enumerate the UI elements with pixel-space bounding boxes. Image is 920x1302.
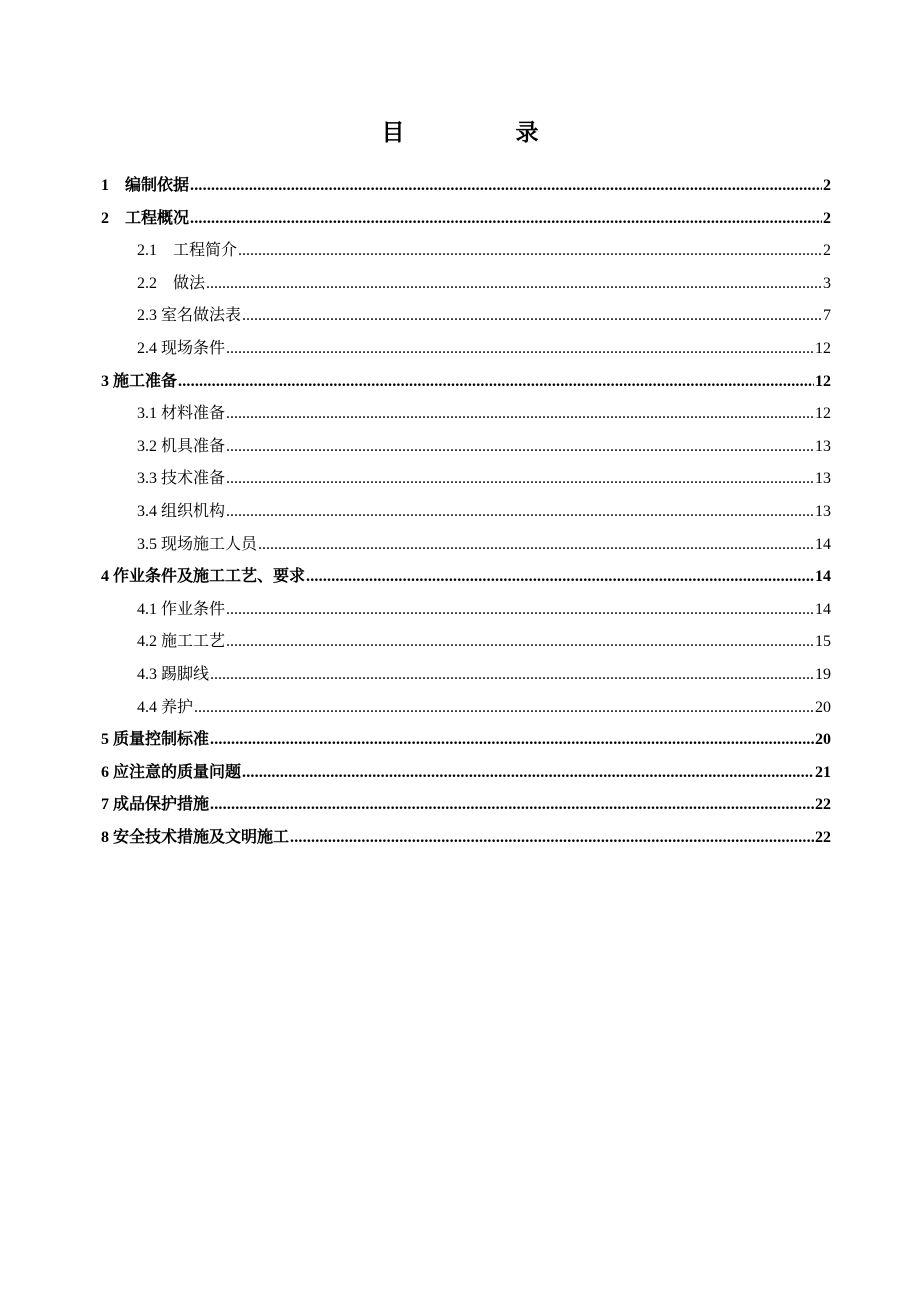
toc-dot-leader <box>226 594 814 627</box>
toc-entry-page-number: 14 <box>815 568 831 586</box>
toc-dot-leader <box>290 822 814 855</box>
toc-entry-page-number: 14 <box>815 535 831 553</box>
toc-entry-page-number: 21 <box>815 763 831 781</box>
toc-dot-leader <box>226 333 814 366</box>
toc-entry-page-number: 13 <box>815 470 831 488</box>
toc-dot-leader <box>226 398 814 431</box>
toc-entry-label: 2.4 现场条件 <box>137 339 226 357</box>
toc-dot-leader <box>226 463 814 496</box>
toc-entry-section[interactable] <box>101 594 831 627</box>
toc-entry-label: 1 编制依据 <box>101 177 190 194</box>
toc-dot-leader <box>190 203 822 236</box>
toc-entry-page-number: 15 <box>815 633 831 651</box>
toc-entry-label: 7 成品保护措施 <box>101 796 210 814</box>
toc-dot-leader <box>178 366 814 399</box>
toc-entry-section[interactable] <box>101 463 831 496</box>
toc-entry-section[interactable] <box>101 692 831 725</box>
toc-entry-page-number: 19 <box>815 665 831 683</box>
toc-entry-page-number: 12 <box>815 339 831 357</box>
toc-entry-label: 2.1 工程简介 <box>137 242 238 260</box>
toc-entry-page-number: 2 <box>823 209 831 227</box>
toc-entry-section[interactable] <box>101 496 831 529</box>
toc-entry-label: 4.3 踢脚线 <box>137 665 210 683</box>
toc-entry-page-number: 22 <box>815 828 831 846</box>
toc-entry-chapter[interactable] <box>101 789 831 822</box>
toc-dot-leader <box>258 529 814 562</box>
toc-dot-leader <box>242 757 814 790</box>
toc-entry-label: 2.3 室名做法表 <box>137 307 242 325</box>
toc-dot-leader <box>306 561 814 594</box>
toc-dot-leader <box>190 170 822 203</box>
toc-entry-section[interactable] <box>101 529 831 562</box>
toc-entry-page-number: 7 <box>823 307 831 325</box>
toc-entry-page-number: 20 <box>815 731 831 749</box>
toc-entry-label: 3.4 组织机构 <box>137 502 226 520</box>
toc-entry-page-number: 13 <box>815 502 831 520</box>
toc-entry-label: 3.1 材料准备 <box>137 405 226 423</box>
toc-entry-chapter[interactable] <box>101 822 831 855</box>
toc-entry-label: 3.5 现场施工人员 <box>137 535 258 553</box>
toc-entry-section[interactable] <box>101 333 831 366</box>
toc-entry-page-number: 3 <box>823 274 831 292</box>
toc-dot-leader <box>206 268 822 301</box>
toc-entry-chapter[interactable] <box>101 724 831 757</box>
toc-entry-page-number: 14 <box>815 600 831 618</box>
toc-entry-label: 2.2 做法 <box>137 274 206 292</box>
toc-entry-page-number: 12 <box>815 372 831 390</box>
toc-entry-section[interactable] <box>101 431 831 464</box>
toc-entry-label: 2 工程概况 <box>101 209 190 227</box>
toc-entry-page-number: 22 <box>815 796 831 814</box>
table-of-contents <box>101 170 831 854</box>
toc-entry-chapter[interactable] <box>101 203 831 236</box>
toc-entry-label: 4.4 养护 <box>137 698 194 716</box>
toc-entry-label: 6 应注意的质量问题 <box>101 763 242 781</box>
toc-entry-page-number: 20 <box>815 698 831 716</box>
toc-dot-leader <box>238 235 822 268</box>
toc-entry-label: 4 作业条件及施工工艺、要求 <box>101 568 306 586</box>
toc-entry-chapter[interactable] <box>101 757 831 790</box>
toc-entry-section[interactable] <box>101 235 831 268</box>
toc-entry-label: 3.3 技术准备 <box>137 470 226 488</box>
toc-dot-leader <box>226 431 814 464</box>
toc-entry-label: 4.2 施工工艺 <box>137 633 226 651</box>
toc-dot-leader <box>210 789 814 822</box>
toc-dot-leader <box>242 300 822 333</box>
toc-dot-leader <box>226 496 814 529</box>
toc-entry-section[interactable] <box>101 300 831 333</box>
toc-dot-leader <box>210 659 814 692</box>
toc-title: 目 录 <box>381 120 583 145</box>
toc-entry-label: 4.1 作业条件 <box>137 600 226 618</box>
toc-entry-chapter[interactable] <box>101 366 831 399</box>
toc-entry-page-number: 2 <box>823 242 831 260</box>
toc-dot-leader <box>194 692 814 725</box>
toc-entry-section[interactable] <box>101 268 831 301</box>
toc-entry-section[interactable] <box>101 659 831 692</box>
toc-dot-leader <box>226 626 814 659</box>
toc-entry-label: 3 施工准备 <box>101 372 178 390</box>
toc-entry-label: 3.2 机具准备 <box>137 437 226 455</box>
toc-entry-chapter[interactable] <box>101 170 831 203</box>
toc-entry-section[interactable] <box>101 398 831 431</box>
toc-entry-page-number: 12 <box>815 405 831 423</box>
toc-entry-chapter[interactable] <box>101 561 831 594</box>
toc-entry-page-number: 2 <box>823 177 831 194</box>
toc-entry-section[interactable] <box>101 626 831 659</box>
toc-entry-label: 8 安全技术措施及文明施工 <box>101 828 290 846</box>
toc-entry-label: 5 质量控制标准 <box>101 731 210 749</box>
toc-entry-page-number: 13 <box>815 437 831 455</box>
toc-dot-leader <box>210 724 814 757</box>
